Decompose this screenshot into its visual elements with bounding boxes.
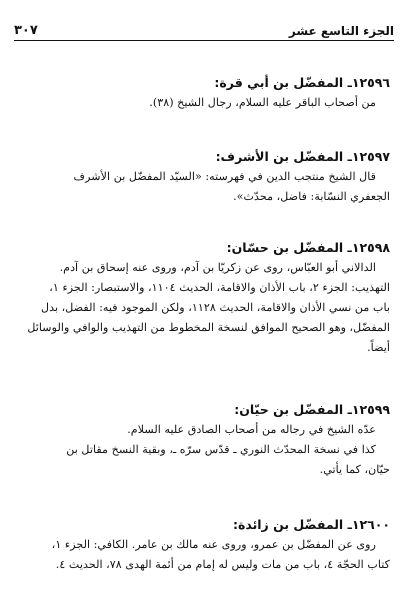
entry-title: ١٢٥٩٨ـ المفضّل بن حسّان: bbox=[226, 240, 390, 255]
entry-line: الدالاني أبو العبّاس، روى عن زكريّا بن آدم، وروى عنه إسحاق بن آدم. bbox=[59, 261, 376, 274]
entry-line: حيّان، كما يأتي. bbox=[319, 463, 390, 476]
entry-title: ١٢٥٩٩ـ المفضّل بن حيّان: bbox=[234, 402, 390, 417]
entry-12596 bbox=[18, 73, 390, 113]
entry-line: التهذيب: الجزء ٢، باب الأذان والاقامة، الحديث ١١٠٤، والاستبصار: الجزء ١، bbox=[49, 281, 390, 294]
entry-line: المفضّل، وهو الصحيح الموافق لنسخة المخطوط من التهذيب والوافي والوسائل bbox=[27, 321, 390, 334]
entry-line: عدّه الشيخ في رجاله من أصحاب الصادق عليه السلام. bbox=[127, 423, 376, 436]
page-number: ٣٠٧ bbox=[14, 23, 38, 38]
entry-line: قال الشيخ منتجب الدين في فهرسته: «السيّد المفضّل بن الأشرف bbox=[73, 170, 376, 183]
entry-line: من أصحاب الباقر عليه السلام، رجال الشيخ (٣٨). bbox=[149, 96, 376, 109]
running-title: الجزء التاسع عشر bbox=[288, 24, 394, 38]
entry-12599 bbox=[18, 400, 390, 480]
entry-line: كتاب الحجّة ٤، باب من مات وليس له إمام من أئمة الهدى ٧٨، الحديث ٤. bbox=[55, 558, 390, 571]
entry-12597 bbox=[18, 147, 390, 207]
entry-line: أيضاً. bbox=[367, 341, 390, 354]
entry-title: ١٢٥٩٧ـ المفضّل بن الأشرف: bbox=[215, 149, 390, 164]
entry-line: كذا في نسخة المحدّث النوري ـ قدّس سرّه ـ، وبقية النسخ مقاتل بن bbox=[66, 443, 376, 456]
header-rule bbox=[14, 40, 394, 41]
entry-line: الجعفري النسّابة: فاضل، محدّث». bbox=[233, 190, 390, 203]
entry-line: باب من نسي الأذان والاقامة، الحديث ١١٢٨، ولكن الموجود فيه: الفضل، بدل bbox=[40, 301, 390, 314]
page-header bbox=[14, 18, 394, 38]
entry-title: ١٢٥٩٦ـ المفضّل بن أبي قرة: bbox=[214, 75, 390, 90]
entry-12598 bbox=[18, 238, 390, 358]
entry-12600 bbox=[18, 515, 390, 575]
entry-line: روى عن المفضّل بن عمرو، وروى عنه مالك بن عامر. الكافي: الجزء ١، bbox=[51, 538, 376, 551]
entry-title: ١٢٦٠٠ـ المفضّل بن زائدة: bbox=[232, 517, 390, 532]
